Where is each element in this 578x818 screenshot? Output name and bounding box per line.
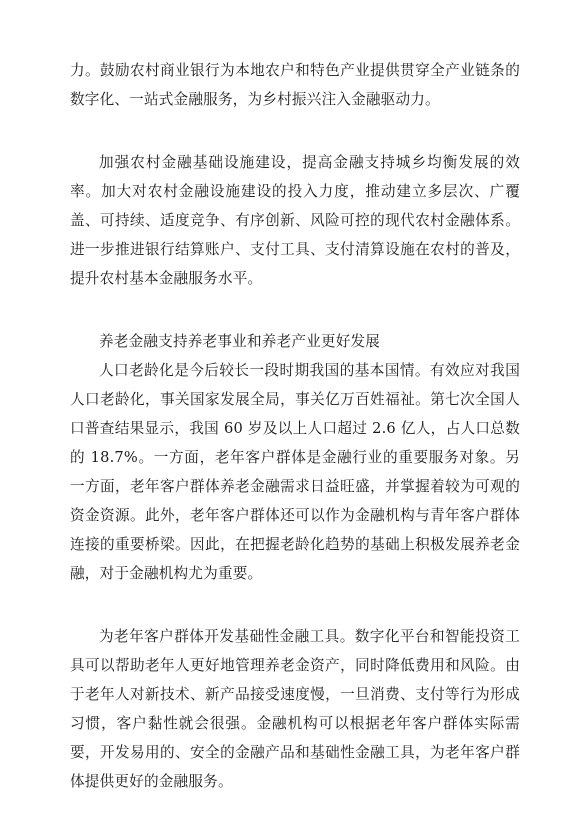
paragraph-rural-financial-infrastructure: 加强农村金融基础设施建设，提高金融支持城乡均衡发展的效率。加大对农村金融设施建设的投入力度，推动建立多层次、广覆盖、可持续、适度竞争、有序创新、风险可控的现代农村金融体系。进一步推进银行结算账户、支付工具、支付清算设施在农村的普及，提升农村基本金融服务水平。 — [70, 154, 520, 287]
paragraph-rural-bank-digital-services: 力。鼓励农村商业银行为本地农户和特色产业提供贯穿全产业链条的数字化、一站式金融服务，为乡村振兴注入金融驱动力。 — [70, 62, 520, 108]
paragraph-elderly-financial-tools: 为老年客户群体开发基础性金融工具。数字化平台和智能投资工具可以帮助老年人更好地管理养老金资产，同时降低费用和风险。由于老年人对新技术、新产品接受速度慢，一旦消费、支付等行为形成习惯，客户黏性就会很强。金融机构可以根据老年客户群体实际需要，开发易用的、安全的金融产品和基础性金融工具，为老年客户群体提供更好的金融服务。 — [70, 628, 520, 790]
section-heading-pension-finance: 养老金融支持养老事业和养老产业更好发展 — [99, 333, 381, 350]
paragraph-population-aging: 人口老龄化是今后较长一段时期我国的基本国情。有效应对我国人口老龄化，事关国家发展全局，事关亿万百姓福祉。第七次全国人口普查结果显示，我国 60 岁及以上人口超过 2.6 亿人，占人口总数的 18.7%。一方面，老年客户群体是金融行业的重要服务对象。另一方面，老年客户群体养老金融需求日益旺盛，并掌握着较为可观的资金资源。此外，老年客户群体还可以作为金融机构与青年客户群体连接的重要桥梁。因此，在把握老龄化趋势的基础上积极发展养老金融，对于金融机构尤为重要。 — [70, 362, 520, 582]
